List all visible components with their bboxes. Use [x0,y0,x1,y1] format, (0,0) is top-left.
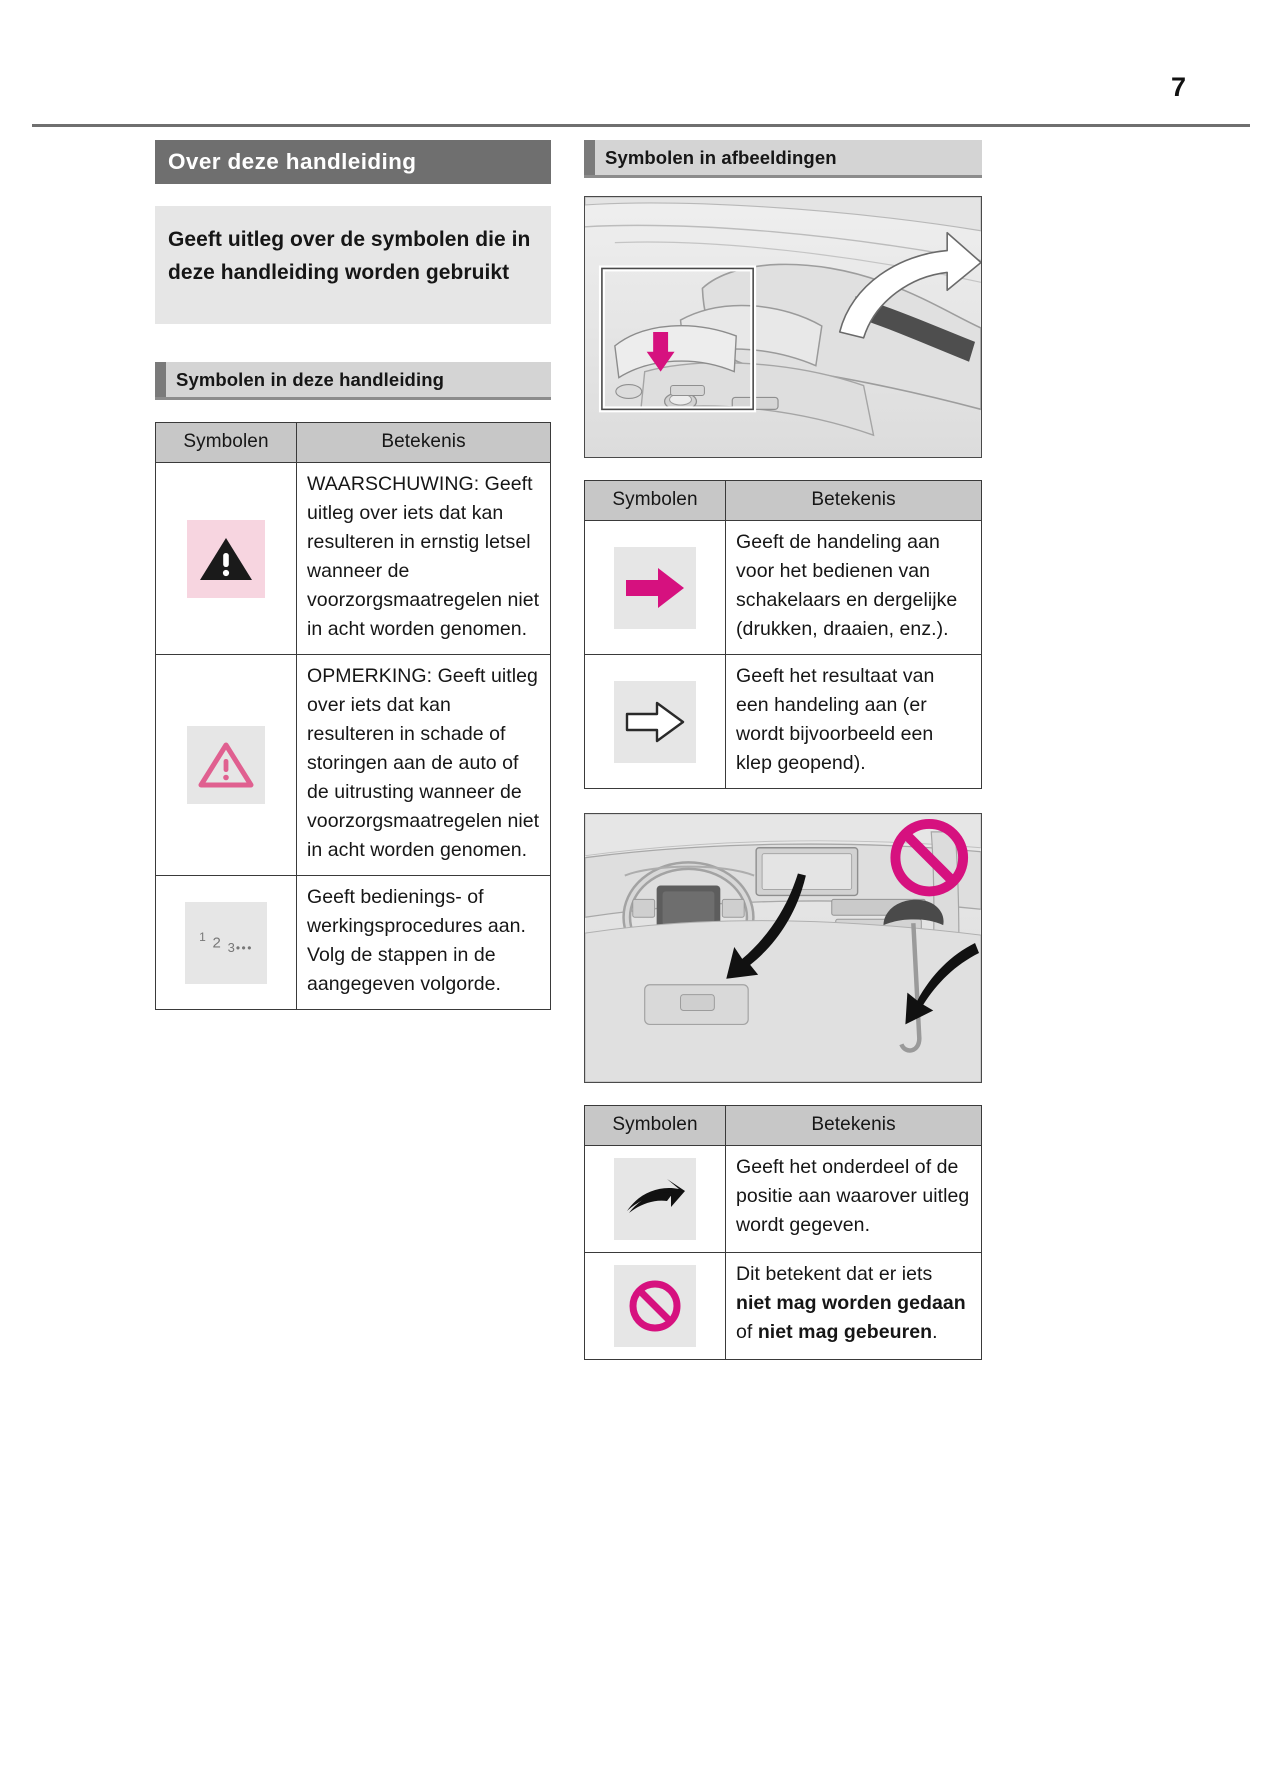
column-header-symbols: Symbolen [585,1106,726,1146]
symbol-cell [585,1146,726,1253]
table-row [156,463,551,655]
table-row [585,655,982,789]
table-header-row [585,1106,982,1146]
page-number: 7 [1170,72,1186,102]
symbol-cell [585,1253,726,1360]
table-row [585,1253,982,1360]
curved-black-arrow-icon [614,1158,696,1240]
column-header-meaning: Betekenis [726,481,982,521]
column-header-symbols: Symbolen [156,423,297,463]
intro-text: Geeft uitleg over de symbolen die in deze handleiding worden gebruikt [155,206,551,324]
right-column [584,140,982,1360]
symbol-cell [156,655,297,876]
meaning-cell: WAARSCHUWING: Geeft uitleg over iets dat kan resulteren in ernstig letsel wanneer de voorzorgsmaatregelen niet in acht worden genomen. [297,463,551,655]
table-row [156,655,551,876]
numbered-steps-icon [185,902,267,984]
symbols-manual-table [155,422,551,1010]
outline-arrow-icon [614,681,696,763]
meaning-cell: Geeft het resultaat van een handeling aan (er wordt bijvoorbeeld een klep geopend). [726,655,982,789]
header-rule [32,124,1250,127]
meaning-cell: Dit betekent dat er iets niet mag worden gedaan of niet mag gebeuren. [726,1253,982,1360]
notice-triangle-outline-icon [187,726,265,804]
meaning-cell: Geeft het onderdeel of de positie aan waarover uitleg wordt gegeven. [726,1146,982,1253]
meaning-cell: Geeft bedienings- of werkingsprocedures aan. Volg de stappen in de aangegeven volgorde. [297,876,551,1010]
table-row [585,1146,982,1253]
symbol-cell [156,463,297,655]
heading-accent-bar [155,362,166,397]
table-header-row [156,423,551,463]
symbols-illustration-table-2 [584,1105,982,1360]
column-header-symbols: Symbolen [585,481,726,521]
left-column [155,140,551,1360]
left-sub-heading-label: Symbolen in deze handleiding [176,369,444,390]
prohibition-sign-icon [614,1265,696,1347]
right-sub-heading-label: Symbolen in afbeeldingen [605,147,837,168]
dashboard-illustration [584,813,982,1083]
meaning-cell: Geeft de handeling aan voor het bedienen van schakelaars en dergelijke (drukken, draaien, enz.). [726,521,982,655]
table-row [156,876,551,1010]
left-sub-heading [155,362,551,400]
symbols-illustration-table-1 [584,480,982,789]
table-header-row [585,481,982,521]
numbered-steps-label: $^1$ 2 $_{3•••}$ [199,929,253,956]
symbol-cell [156,876,297,1010]
symbol-cell [585,521,726,655]
armrest-console-illustration [584,196,982,458]
column-header-meaning: Betekenis [726,1106,982,1146]
column-header-meaning: Betekenis [297,423,551,463]
main-heading: Over deze handleiding [155,140,551,184]
right-sub-heading [584,140,982,178]
warning-triangle-filled-icon [187,520,265,598]
symbol-cell [585,655,726,789]
table-row [585,521,982,655]
magenta-filled-arrow-icon [614,547,696,629]
two-column-layout [0,140,1282,1360]
heading-accent-bar [584,140,595,175]
meaning-cell: OPMERKING: Geeft uitleg over iets dat kan resulteren in schade of storingen aan de auto of de uitrusting wanneer de voorzorgsmaatregelen niet in acht worden genomen. [297,655,551,876]
